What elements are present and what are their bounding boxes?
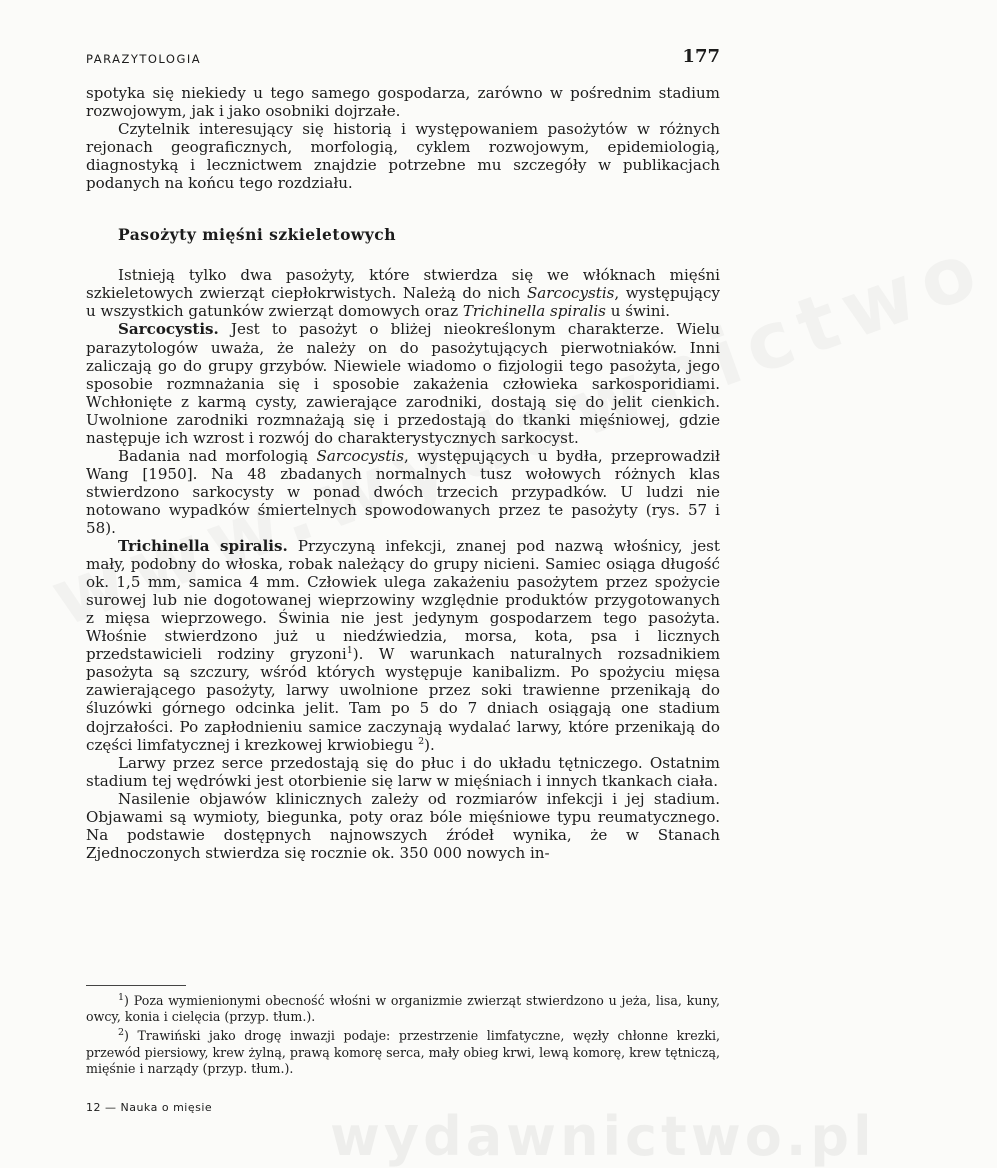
footnote-mark-1: 1 [118,991,125,1003]
footnote-text: ) Poza wymienionymi obecność włośni w organizmie zwierząt stwierdzono u jeża, lisa, kuny, owcy, konia i cielęcia (przyp. tłum.). [86,993,720,1025]
footnote-2 [86,1028,720,1077]
paragraph-larvae: Larwy przez serce przedostają się do płuc i do układu tętniczego. Ostatnim stadium tej wędrówki jest otorbienie się larw w mięśniach i innych tkankach ciała. [86,753,720,790]
body-text [86,84,720,862]
text-run: Przyczyną infekcji, znanej pod nazwą włośnicy, jest mały, podobny do włoska, robak należący do grupy nicieni. Samiec osiąga długość ok. 1,5 mm, samica 4 mm. Człowiek ulega zakażeniu pasożytem przez spożycie surowej lub nie dogotowanej wieprzowiny względnie produktów przygotowanych z mięsa wieprzowego. Świnia nie jest jedynym gospodarzem tego pasożyta. Włośnie stwierdzono już u niedźwiedzia, morsa, kota, psa i licznych przedstawicieli rodziny gryzoni [86,537,720,664]
species-name: Sarcocystis [526,284,615,303]
text-run: Jest to pasożyt o bliżej nieokreślonym charakterze. Wielu parazytologów uważa, że należy on do pasożytujących pierwotniaków. Inni zaliczają go do grupy grzybów. Niewiele wiadomo o fizjologii tego pasożyta, jego sposobie rozmnażania się i sposobie zakażenia człowieka sarkosporidiami. Wchłonięte z karmą cysty, zawierające zarodniki, dostają się do jelit cienkich. Uwolnione zarodniki rozmnażają się i przedostają do tkanki mięśniowej, gdzie następuje ich wzrost i rozwój do charakterystycznych sarkocyst. [86,320,720,447]
footnote-1 [86,993,720,1025]
text-run: Istnieją tylko dwa pasożyty, które stwierdza się we włóknach mięśni szkieletowych zwierząt ciepłokrwistych. Należą do nich [86,266,720,303]
paragraph-readers-note: Czytelnik interesujący się historią i występowaniem pasożytów w różnych rejonach geograficznych, morfologią, cyklem rozwojowym, epidemiologią, diagnostyką i lecznictwem znajdzie potrzebne mu szczegóły w publikacjach podanych na końcu tego rozdziału. [86,120,720,193]
runin-heading-sarcocystis: Sarcocystis. [118,320,219,339]
running-head [86,46,720,70]
species-name: Sarcocystis [316,446,405,465]
paragraph-sarcocystis-research [86,447,720,537]
species-name: Trichinella spiralis [462,302,606,321]
text-run: u świni. [605,302,671,321]
text-run: , występujący u wszystkich gatunków zwierząt domowych oraz [86,284,720,321]
paragraph-symptoms: Nasilenie objawów klinicznych zależy od rozmiarów infekcji i jej stadium. Objawami są wymioty, biegunka, poty oraz bóle mięśniowe typu reumatycznego. Na podstawie dostępnych najnowszych źródeł wynika, że w Stanach Zjednoczonych stwierdza się rocznie ok. 350 000 nowych in- [86,789,720,862]
paragraph-sarcocystis [86,320,720,446]
footnote-mark-2: 2 [118,1027,125,1039]
paragraph-trichinella [86,537,720,754]
footnote-ref-1: 1 [346,645,353,657]
section-heading: Pasożyty mięśni szkieletowych [118,225,396,245]
running-title: PARAZYTOLOGIA [86,52,202,66]
paragraph-intro [86,266,720,320]
runin-heading-trichinella: Trichinella spiralis. [118,537,288,556]
text-run: Badania nad morfologią [118,446,317,465]
paragraph-continuation: spotyka się niekiedy u tego samego gospodarza, zarówno w pośrednim stadium rozwojowym, jak i jako osobniki dojrzałe. [86,84,720,121]
text-run: ). W warunkach naturalnych rozsadnikiem pasożyta są szczury, wśród których występuje kanibalizm. Po spożyciu mięsa zawierającego pasożyty, larwy uwolnione przez soki trawienne przenikają do śluzówki górnego odcinka jelit. Tam po 5 do 7 dniach osiągają one stadium dojrzałości. Po zapłodnieniu samice zaczynają wydalać larwy, które przenikają do części limfatycznej i krezkowej krwiobiegu [86,645,721,754]
printer-signature: 12 — Nauka o mięsie [86,1101,213,1114]
footnote-ref-2: 2 [418,735,425,747]
text-run: , występujących u bydła, przeprowadził Wang [1950]. Na 48 zbadanych normalnych tusz wołowych różnych klas stwierdzono sarkocysty w ponad dwóch trzecich przypadków. U ludzi nie notowano wypadków śmiertelnych spowodowanych przez te pasożyty (rys. 57 i 58). [86,446,721,537]
watermark-footer: wydawnictwo.pl [330,1105,876,1168]
footnote-text: ) Trawiński jako drogę inwazji podaje: przestrzenie limfatyczne, węzły chłonne krezki, przewód piersiowy, krew żylną, prawą komorę serca, mały obieg krwi, lewą komorę, krew tętniczą, mięśnie i narządy (przyp. tłum.). [86,1028,720,1076]
page-number: 177 [682,46,720,67]
footnotes [86,993,720,1080]
text-run: ). [424,735,435,754]
footnote-divider [86,985,186,986]
